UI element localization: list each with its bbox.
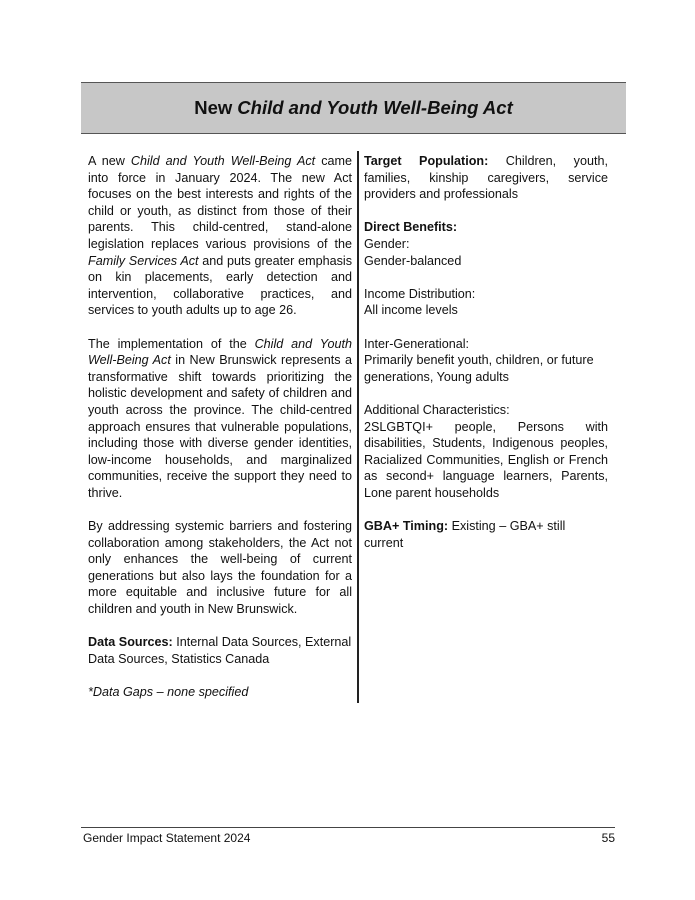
data-gaps: *Data Gaps – none specified <box>88 685 249 699</box>
gba-timing <box>364 518 608 551</box>
gba-timing-label: GBA+ Timing: <box>364 519 449 534</box>
impl-text-1: The implementation of the <box>88 336 255 351</box>
gender-value: Gender-balanced <box>364 253 462 268</box>
intro-family-services-act: Family Services Act <box>88 253 199 268</box>
footer-rule <box>81 827 615 828</box>
target-population-label: Target Population: <box>364 154 489 168</box>
data-sources-label: Data Sources: <box>88 635 173 650</box>
page-title <box>81 82 626 134</box>
title-act-name: Child and Youth Well-Being Act <box>237 97 513 118</box>
right-column <box>364 153 608 551</box>
intro-text-3: and puts greater emphasis on kin placements, early detection and intervention, collaborative practices, and services to youth adults up to age 26. <box>88 253 352 318</box>
target-population <box>364 153 608 203</box>
data-sources-value: Internal Data Sources, External Data Sources, Statistics Canada <box>88 635 352 666</box>
left-column <box>88 153 352 701</box>
additional-characteristics-value: 2SLGBTQI+ people, Persons with disabilities, Students, Indigenous peoples, Racialized Communities, English or French as second+ language learners, Parents, Lone parent households <box>364 419 608 500</box>
intergenerational-label: Inter-Generational: <box>364 336 470 351</box>
impl-text-2: in New Brunswick represents a transformative shift towards prioritizing the holistic development and safety of children and youth across the province. The child-centred approach ensures that vulnerable populations, including those with diverse gender identities, low-income households, and marginalized communities, receive the support they need to thrive. <box>88 353 352 500</box>
additional-characteristics-label: Additional Characteristics: <box>364 402 510 417</box>
footer-document-title: Gender Impact Statement 2024 <box>83 831 251 845</box>
page-number: 55 <box>601 831 615 845</box>
systemic-paragraph: By addressing systemic barriers and fostering collaboration among stakeholders, the Act not only enhances the well-being of current generations but also lays the foundation for a more equitable and inclusive future for all children and youth in New Brunswick. <box>88 519 352 617</box>
direct-benefits-heading: Direct Benefits: <box>364 220 458 235</box>
intergenerational-value: Primarily benefit youth, children, or future generations, Young adults <box>364 353 594 384</box>
data-sources <box>88 634 352 667</box>
intro-text-1: A new <box>88 154 131 168</box>
column-divider <box>357 151 359 703</box>
income-label: Income Distribution: <box>364 286 476 301</box>
implementation-paragraph <box>88 336 352 502</box>
income-value: All income levels <box>364 303 458 318</box>
target-population-value: Children, youth, families, kinship caregivers, service providers and professionals <box>364 154 608 202</box>
impl-act-name: Child and Youth Well-Being Act <box>88 336 353 368</box>
gender-label: Gender: <box>364 236 410 251</box>
title-prefix: New <box>194 97 233 118</box>
intro-text-2: came into force in January 2024. The new Act focuses on the best interests and rights of the child or youth, as distinct from those of their parents. This child-centred, stand-alone legislation replaces various provisions of the <box>88 154 352 251</box>
intro-act-name: Child and Youth Well-Being Act <box>130 154 316 168</box>
gba-timing-value: Existing – GBA+ still current <box>364 519 566 550</box>
intro-paragraph <box>88 153 352 319</box>
